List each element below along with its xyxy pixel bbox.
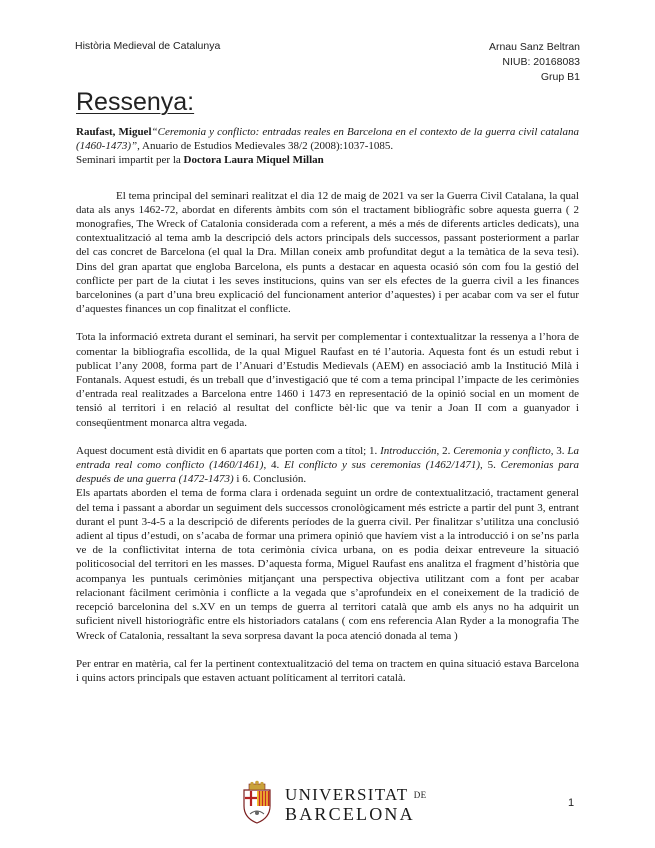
author-name: Arnau Sanz Beltran: [488, 41, 580, 53]
university-logo: [240, 778, 440, 828]
section-3-title: La entrada real como conflicto (1460/1461): [76, 444, 580, 472]
paragraph-1: El tema principal del seminari realitzat el dia 12 de maig de 2021 va ser la Guerra Civil Catalana, la qual data als anys 1462-72, abordat en diferents àmbits com són el tractament bibliogràfic sobre aquesta guerra ( 2 monografies, The Wreck of Catalonia considerada com a referent, a més a més de diferents articles dedicats), una contextualització al tema amb la descripció dels actors principals dels successos, passant posteriorment a parlar del cas concret de Barcelona (el qual la Dra. Millan coneix amb profunditat degut a la temàtica de la seva tesi). Dins del gran apartat que engloba Barcelona, els punts a destacar en aquesta ocasió són com fou la gestió del conflicte per part de la ciutat i les seves institucions, quins van ser els efectes de la guerra civil a les finances barcelonines (a part d’una breu explicació del funcionament anterior d’aquestes) i per acabar com va ser el futur d’aquestes finances un cop finalitzat el conflicte.: [76, 189, 579, 316]
paragraph-4: Els apartats aborden el tema de forma clara i ordenada seguint un ordre de contextualització, tractament general del tema i passant a abordar un seguiment dels successos cronològicament més estricte a partir del punt 3, entrant durant el punt 3-4-5 a la descripció de diferents períodes de la guerra civil. Per finalitzar s’utilitza una conclusió adient al tipus d’estudi, on s’acaba de formar una primera opinió que havíem vist a la introducció i on se’ns parla ve de la conflictivitat interna de tota cerimònia cívica urbana, on es podia deixar entreveure la situació politicosocial del territori en les masses. D’aquesta forma, Miguel Raufast ens analitza el fragment d’història que acompanya les puntuals cerimònies mitjançant una perspectiva objectiva utilitzant com a font per acabar relacionant fàcilment cerimònia i conflicte a la vegada que s’aprofundeix en el coneixement de la tradició de recepció barcelonina del s.XV en un temps de guerra al territori català que amb els anys no ha adquirit un suficient nivell historiogràfic entre els historiadors catalans ( com ens referencia Alan Ryder a la monografia The Wreck of Catalonia, ressaltant la seva sorpresa davant la poca atenció donada al tema ): [76, 487, 579, 642]
paragraph-3-intro: Aquest document està dividit en 6 apartats que porten com a títol; 1.: [76, 444, 381, 457]
student-niub: NIUB: 20168083: [502, 56, 580, 68]
section-2-title: Ceremonia y conflicto: [453, 444, 551, 457]
reference-article-title: “Ceremonia y conflicto: entradas reales en Barcelona en el contexto de la guerra civil catalana (1460-1473)”: [76, 126, 579, 153]
reference-publication: , Anuario de Estudios Medievales 38/2 (2008):1037-1085.: [137, 140, 394, 153]
separator: , 2.: [436, 444, 454, 457]
paragraph-2: Tota la informació extreta durant el seminari, ha servit per complementar i contextualitzar la ressenya a l’hora de comentar la bibliografia escollida, de la qual Miguel Raufast en té l’autoria. Aquesta font és un estudi rebut i publicat l’any 2008, forma part de l’Anuari d’Estudis Medievals (AEM) en associació amb la Institució Milà i Fontanals. Aquest estudi, és un treball que d’investigació que té com a tema principal l’impacte de les cerimònies d’entrada real realitzades a Barcelona entre 1460 i 1473 en representació de la opinió social en un moment de tensió al territori i en relació al resultat del conflicte bèl·lic que va tenir a Joan II com a guanyador i conseqüentment monarca altra vegada.: [76, 331, 579, 429]
bibliographic-reference: [76, 125, 579, 168]
course-name: Història Medieval de Catalunya: [75, 40, 221, 52]
logo-line-1: UNIVERSITAT DE: [285, 785, 427, 804]
student-group: Grup B1: [540, 71, 580, 83]
logo-line-2: BARCELONA: [285, 804, 415, 824]
author-block: [489, 40, 580, 85]
reference-author: Raufast, Miguel: [76, 126, 152, 138]
section-1-title: Introducción: [380, 444, 437, 457]
section-5-title: Ceremonias para después de una guerra (1472-1473): [76, 459, 580, 486]
page-number: 1: [568, 797, 575, 809]
document-body: [76, 125, 579, 699]
paragraph-3: [76, 444, 579, 487]
separator: , 3.: [550, 444, 568, 457]
seminar-teacher: Doctora Laura Miquel Millan: [183, 154, 324, 167]
section-4-title: El conflicto y sus ceremonias (1462/1471): [284, 459, 481, 472]
seminar-prefix: Seminari impartit per la: [76, 154, 184, 167]
paragraph-3-end: i 6. Conclusión.: [233, 473, 307, 486]
paragraph-5: Per entrar en matèria, cal fer la pertinent contextualització del tema on tractem en quina situació estava Barcelona i quins actors principals que estaven actuant políticament al territori català.: [76, 657, 579, 684]
page-title: Ressenya:: [76, 88, 195, 116]
university-shield-icon: [240, 780, 274, 824]
separator: , 4.: [263, 459, 285, 472]
separator: , 5.: [480, 459, 501, 472]
